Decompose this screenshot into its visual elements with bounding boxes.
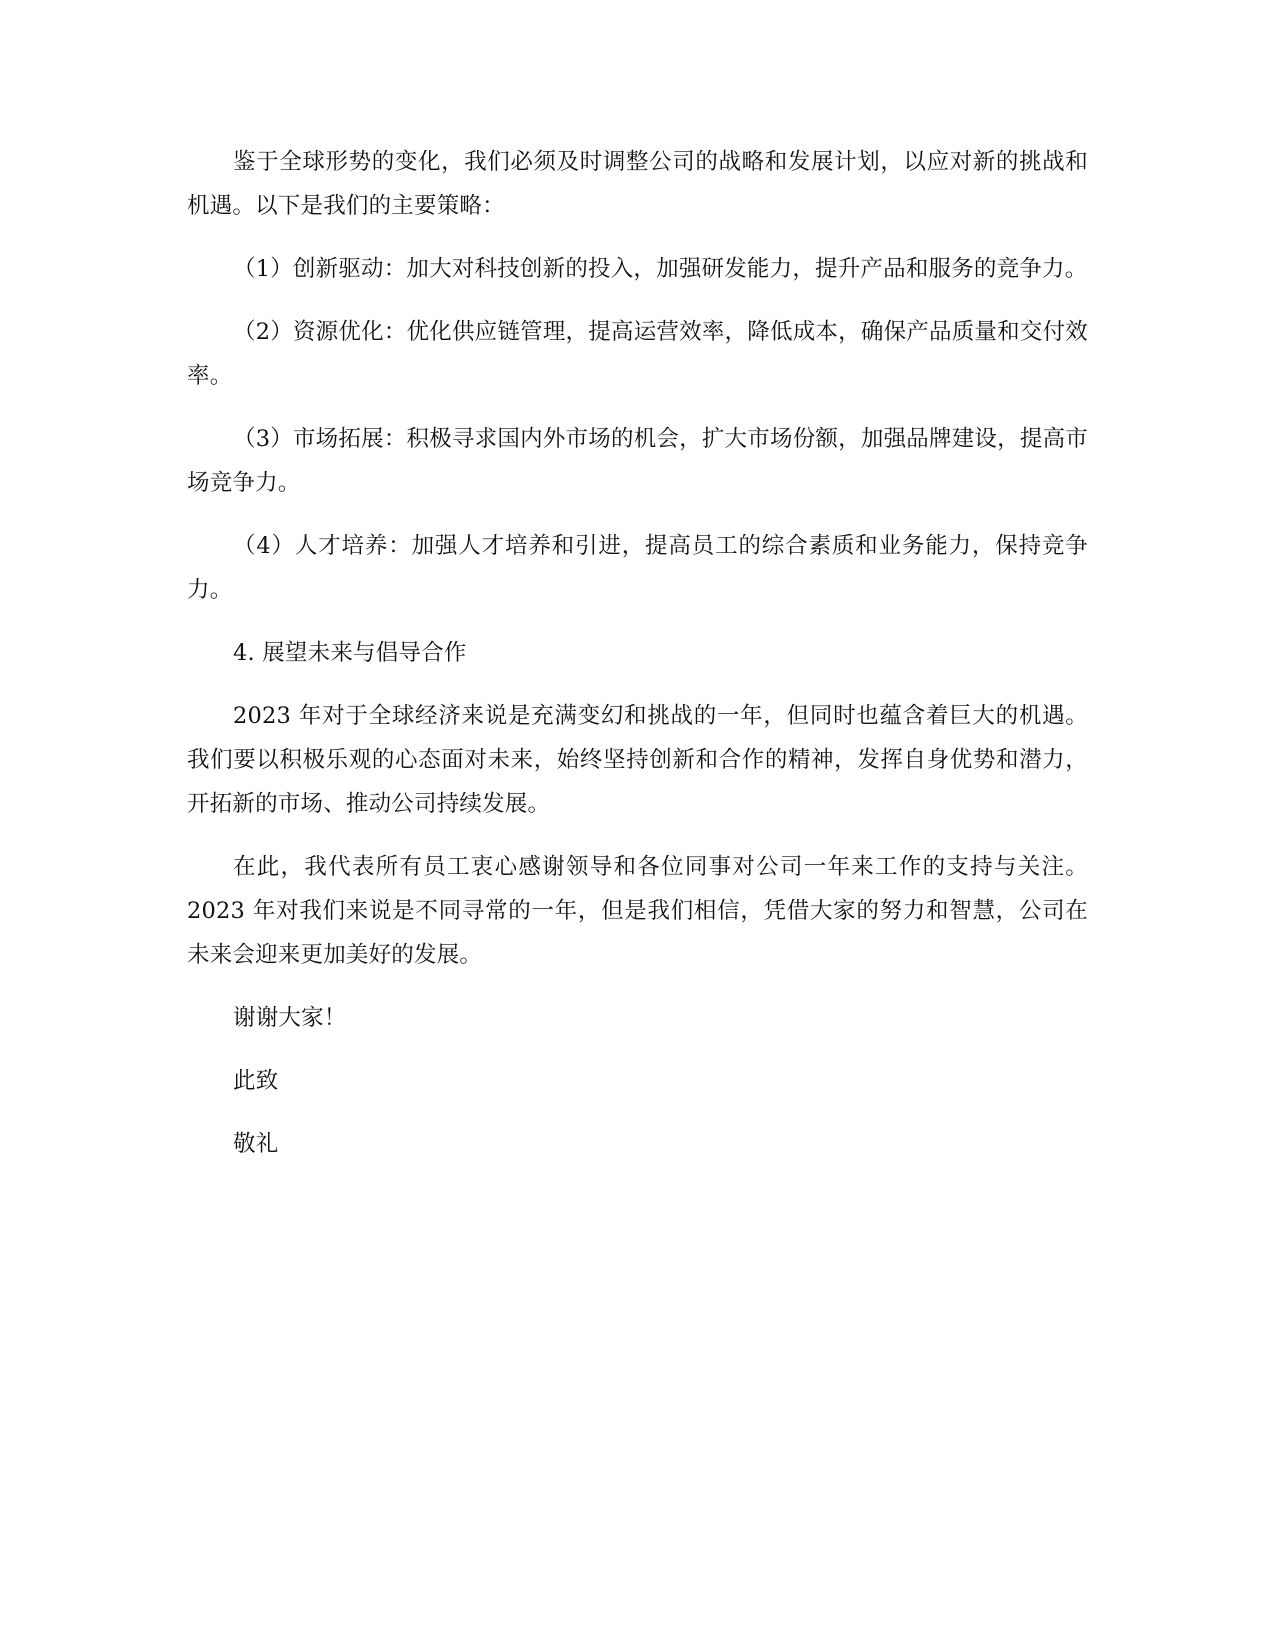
document-body [187, 140, 1088, 1185]
thanks-paragraph: 在此，我代表所有员工衷心感谢领导和各位同事对公司一年来工作的支持与关注。2023 年对我们来说是不同寻常的一年，但是我们相信，凭借大家的努力和智慧，公司在未来会迎来更加美好的发展。 [187, 854, 1088, 968]
strategy-item-talent: （4）人才培养：加强人才培养和引进，提高员工的综合素质和业务能力，保持竞争力。 [187, 533, 1088, 603]
section-heading: 4. 展望未来与倡导合作 [233, 640, 467, 666]
strategy-item-market: （3）市场拓展：积极寻求国内外市场的机会，扩大市场份额，加强品牌建设，提高市场竞争力。 [187, 426, 1088, 496]
closing-thanks: 谢谢大家！ [233, 1005, 347, 1031]
closing-salutation: 此致 [233, 1068, 279, 1094]
closing-regards: 敬礼 [233, 1131, 279, 1157]
strategy-intro-paragraph: 鉴于全球形势的变化，我们必须及时调整公司的战略和发展计划，以应对新的挑战和机遇。以下是我们的主要策略： [187, 149, 1088, 219]
outlook-paragraph: 2023 年对于全球经济来说是充满变幻和挑战的一年，但同时也蕴含着巨大的机遇。我们要以积极乐观的心态面对未来，始终坚持创新和合作的精神，发挥自身优势和潜力，开拓新的市场、推动公司持续发展。 [187, 703, 1088, 817]
strategy-item-resources: （2）资源优化：优化供应链管理，提高运营效率，降低成本，确保产品质量和交付效率。 [187, 319, 1088, 389]
strategy-item-innovation: （1）创新驱动：加大对科技创新的投入，加强研发能力，提升产品和服务的竞争力。 [233, 256, 1088, 282]
